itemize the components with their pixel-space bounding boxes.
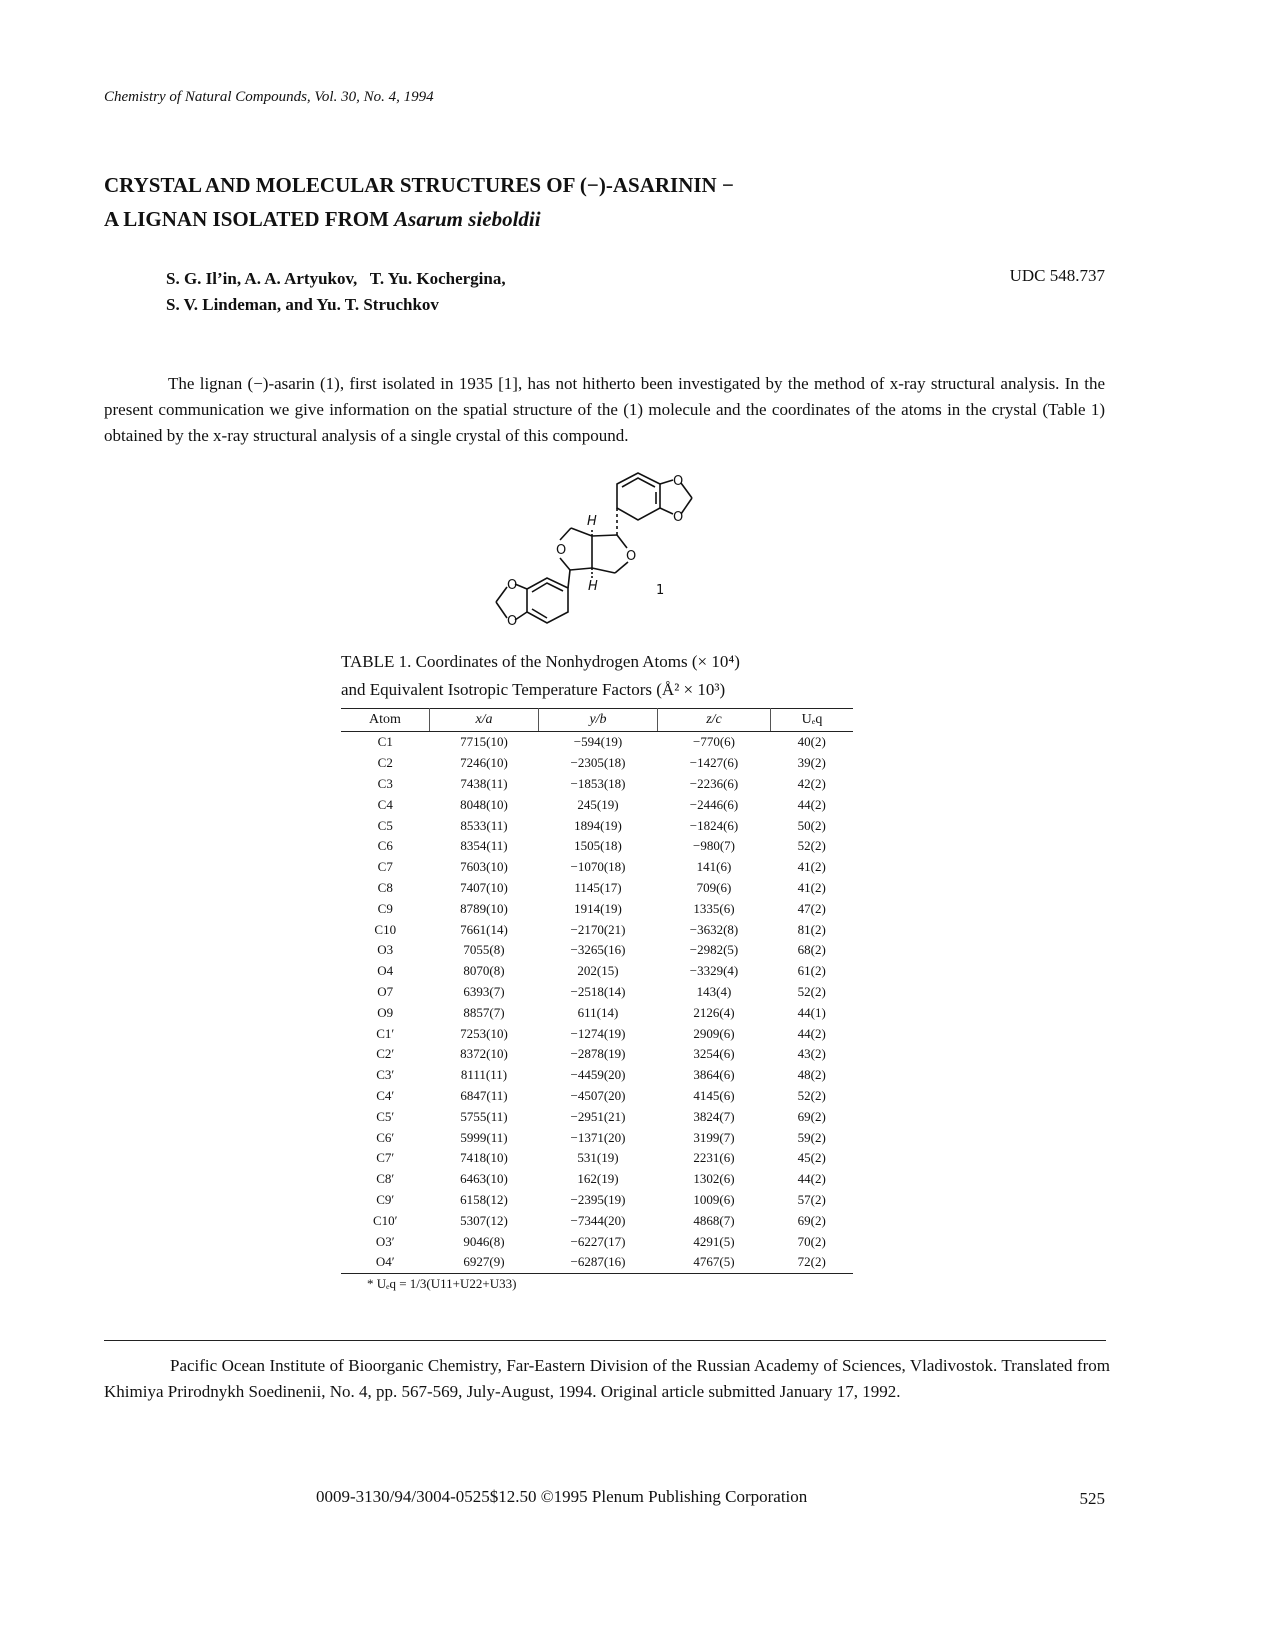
cell-ueq: 57(2) — [797, 1191, 826, 1207]
table-row — [341, 794, 853, 815]
atom-coordinates-table — [341, 708, 853, 1274]
table-row — [341, 1148, 853, 1169]
table-row — [341, 1044, 853, 1065]
cell-x: 8789(10) — [460, 900, 508, 916]
cell-x: 7715(10) — [460, 734, 508, 750]
cell-x: 7603(10) — [460, 859, 508, 875]
cell-y: 611(14) — [577, 1004, 619, 1020]
table-row — [341, 982, 853, 1003]
table-row — [341, 919, 853, 940]
cell-y: −1371(20) — [570, 1129, 626, 1145]
header-y: y/b — [539, 709, 658, 732]
cell-ueq: 59(2) — [797, 1129, 826, 1145]
cell-y: 1145(17) — [574, 879, 622, 895]
journal-citation: Chemistry of Natural Compounds, Vol. 30, No. 4, 1994 — [104, 89, 434, 105]
cell-atom: C2′ — [376, 1046, 395, 1062]
table-row — [341, 1252, 853, 1273]
header-ueq: Uₑq — [771, 709, 854, 732]
upper-benzene-ring — [617, 473, 660, 520]
table-caption — [341, 648, 740, 704]
cell-y: −6287(16) — [539, 1252, 658, 1273]
cell-z: 3199(7) — [693, 1129, 735, 1145]
cell-y: 1505(18) — [574, 838, 622, 854]
cell-z: 4145(6) — [693, 1087, 735, 1103]
cell-z: −2982(5) — [689, 942, 739, 958]
copyright-line: 0009-3130/94/3004-0525$12.50 ©1995 Plenum Publishing Corporation — [316, 1487, 808, 1506]
cell-y: 202(15) — [577, 963, 619, 979]
cell-atom: O3′ — [375, 1233, 395, 1249]
cell-x: 6158(12) — [460, 1191, 508, 1207]
cell-atom: O3 — [377, 942, 394, 958]
cell-x: 7418(10) — [460, 1150, 508, 1166]
cell-y: 245(19) — [577, 796, 619, 812]
article-title — [104, 168, 734, 236]
cell-atom: C5 — [377, 817, 393, 833]
table-row — [341, 1086, 853, 1107]
table-row — [341, 836, 853, 857]
cell-y: −6227(17) — [570, 1233, 626, 1249]
table-row — [341, 753, 853, 774]
atom-label-o: O — [673, 474, 684, 489]
cell-atom: C9 — [377, 900, 393, 916]
cell-atom: C8′ — [376, 1171, 395, 1187]
cell-atom: C9′ — [376, 1191, 395, 1207]
cell-x: 8048(10) — [460, 796, 508, 812]
cell-y: 1914(19) — [574, 900, 622, 916]
table-row — [341, 878, 853, 899]
cell-ueq: 52(2) — [797, 983, 826, 999]
cell-x: 7438(11) — [460, 775, 508, 791]
cell-x: 8070(8) — [463, 963, 505, 979]
cell-z: −3632(8) — [689, 921, 739, 937]
cell-ueq: 44(2) — [797, 1171, 826, 1187]
cell-y: 1894(19) — [574, 817, 622, 833]
page-number: 525 — [1079, 1489, 1105, 1508]
cell-x: 8354(11) — [460, 838, 508, 854]
cell-x: 8111(11) — [460, 1067, 508, 1083]
cell-z: −2236(6) — [689, 775, 739, 791]
cell-atom: C4 — [377, 796, 393, 812]
cell-ueq: 43(2) — [797, 1046, 826, 1062]
table-header-row — [341, 709, 853, 732]
cell-x: 7407(10) — [460, 879, 508, 895]
atom-label-h: H — [587, 514, 597, 529]
footnote-rule — [104, 1340, 1106, 1341]
table-row — [341, 1023, 853, 1044]
table-row — [341, 1065, 853, 1086]
table-row — [341, 815, 853, 836]
cell-atom: C10′ — [372, 1212, 398, 1228]
cell-ueq: 52(2) — [797, 838, 826, 854]
header-x: x/a — [430, 709, 539, 732]
table-footnote: * Uₑq = 1/3(U11+U22+U33) — [367, 1276, 517, 1291]
cell-atom: C7′ — [376, 1150, 395, 1166]
table-row — [341, 857, 853, 878]
table-row — [341, 1210, 853, 1231]
cell-atom: C4′ — [376, 1087, 395, 1103]
udc-code: UDC 548.737 — [1009, 266, 1105, 285]
cell-ueq: 70(2) — [797, 1233, 826, 1249]
affiliation-text: Pacific Ocean Institute of Bioorganic Chemistry, Far-Eastern Division of the Russian Academy of Sciences, Vladivostok. Translated from Khimiya Prirodnykh Soedinenii, No. 4, pp. 567-569, July-August, 1994. Original article submitted January 17, 1992. — [104, 1356, 1110, 1401]
cell-x: 8857(7) — [463, 1004, 505, 1020]
cell-x: 9046(8) — [463, 1233, 505, 1249]
atom-label-o: O — [556, 543, 567, 558]
cell-ueq: 61(2) — [797, 963, 826, 979]
cell-x: 8533(11) — [460, 817, 508, 833]
authors-line-2: S. V. Lindeman, and Yu. T. Struchkov — [166, 295, 439, 314]
cell-z: −770(6) — [693, 734, 735, 750]
authors-line-1: S. G. Il’in, A. A. Artyukov, T. Yu. Kochergina, — [166, 269, 506, 288]
cell-z: −980(7) — [693, 838, 735, 854]
cell-y: −1274(19) — [570, 1025, 626, 1041]
table-row — [341, 1002, 853, 1023]
cell-x: 5307(12) — [460, 1212, 508, 1228]
title-species: Asarum sieboldii — [394, 207, 541, 231]
cell-y: −2951(21) — [570, 1108, 626, 1124]
cell-y: 162(19) — [577, 1171, 619, 1187]
cell-z: 2231(6) — [693, 1150, 735, 1166]
cell-atom: C3′ — [376, 1067, 395, 1083]
table-row — [341, 1127, 853, 1148]
cell-x: 7253(10) — [460, 1025, 508, 1041]
header-z: z/c — [658, 709, 771, 732]
cell-y: −1070(18) — [570, 859, 626, 875]
cell-atom: C10 — [374, 921, 397, 937]
cell-y: −2395(19) — [570, 1191, 626, 1207]
table-row — [341, 898, 853, 919]
cell-y: −2518(14) — [570, 983, 626, 999]
cell-x: 7055(8) — [463, 942, 505, 958]
compound-number: 1 — [656, 583, 665, 598]
table-row — [341, 1169, 853, 1190]
cell-atom: C1 — [377, 734, 393, 750]
cell-ueq: 47(2) — [797, 900, 826, 916]
cell-z: 709(6) — [696, 879, 732, 895]
cell-z: 2126(4) — [693, 1004, 735, 1020]
table-row — [341, 732, 853, 753]
cell-y: −4459(20) — [570, 1067, 626, 1083]
table-caption-line-1: TABLE 1. Coordinates of the Nonhydrogen Atoms (× 10⁴) — [341, 652, 740, 671]
cell-z: 143(4) — [696, 983, 732, 999]
cell-y: −2305(18) — [570, 755, 626, 771]
cell-x: 7661(14) — [460, 921, 508, 937]
cell-z: 141(6) — [696, 859, 732, 875]
cell-ueq: 39(2) — [797, 755, 826, 771]
title-line-1: CRYSTAL AND MOLECULAR STRUCTURES OF (−)-ASARININ − — [104, 173, 734, 197]
cell-z: 4291(5) — [693, 1233, 735, 1249]
cell-atom: O9 — [377, 1004, 394, 1020]
cell-y: −3265(16) — [570, 942, 626, 958]
atom-label-h: H — [588, 579, 598, 594]
table-row — [341, 1106, 853, 1127]
cell-ueq: 41(2) — [797, 879, 826, 895]
cell-x: 6463(10) — [460, 1171, 508, 1187]
cell-ueq: 40(2) — [797, 734, 826, 750]
cell-x: 8372(10) — [460, 1046, 508, 1062]
cell-z: 1335(6) — [693, 900, 735, 916]
cell-x: 7246(10) — [460, 755, 508, 771]
cell-ueq: 48(2) — [797, 1067, 826, 1083]
cell-z: −3329(4) — [689, 963, 739, 979]
table-row — [341, 1190, 853, 1211]
cell-z: −1427(6) — [689, 755, 739, 771]
header-atom: Atom — [341, 709, 430, 732]
cell-ueq: 42(2) — [797, 775, 826, 791]
cell-x: 5999(11) — [460, 1129, 508, 1145]
cell-y: −4507(20) — [570, 1087, 626, 1103]
lower-benzene-ring — [527, 578, 568, 623]
author-list — [166, 266, 506, 318]
cell-ueq: 45(2) — [797, 1150, 826, 1166]
cell-ueq: 44(2) — [797, 796, 826, 812]
atom-label-o: O — [507, 578, 518, 593]
cell-atom: C8 — [377, 879, 393, 895]
cell-atom: C1′ — [376, 1025, 395, 1041]
atom-label-o: O — [673, 510, 684, 525]
cell-z: 1302(6) — [693, 1171, 735, 1187]
cell-z: 3864(6) — [693, 1067, 735, 1083]
cell-atom: C3 — [377, 775, 393, 791]
cell-z: 1009(6) — [693, 1191, 735, 1207]
cell-atom: C2 — [377, 755, 393, 771]
cell-z: −2446(6) — [689, 796, 739, 812]
table-row — [341, 774, 853, 795]
table-row — [341, 940, 853, 961]
cell-ueq: 81(2) — [797, 921, 826, 937]
cell-x: 5755(11) — [460, 1108, 508, 1124]
cell-ueq: 69(2) — [797, 1212, 826, 1228]
cell-x: 6393(7) — [463, 983, 505, 999]
atom-label-o: O — [626, 549, 637, 564]
cell-y: −2878(19) — [570, 1046, 626, 1062]
table-row — [341, 961, 853, 982]
cell-ueq: 68(2) — [797, 942, 826, 958]
cell-ueq: 52(2) — [797, 1087, 826, 1103]
cell-z: −1824(6) — [689, 817, 739, 833]
abstract — [104, 371, 1105, 449]
cell-x: 6847(11) — [460, 1087, 508, 1103]
cell-z: 4767(5) — [658, 1252, 771, 1273]
cell-ueq: 50(2) — [797, 817, 826, 833]
cell-atom: C7 — [377, 859, 393, 875]
cell-z: 4868(7) — [693, 1212, 735, 1228]
atom-label-o: O — [507, 614, 518, 629]
asarinin-structure-diagram — [480, 470, 740, 650]
cell-atom: C5′ — [376, 1108, 395, 1124]
cell-ueq: 41(2) — [797, 859, 826, 875]
affiliation-note — [104, 1353, 1110, 1405]
table-row — [341, 1231, 853, 1252]
cell-x: 6927(9) — [430, 1252, 539, 1273]
title-line-2-prefix: A LIGNAN ISOLATED FROM — [104, 207, 395, 231]
cell-atom: C6′ — [376, 1129, 395, 1145]
cell-z: 3254(6) — [693, 1046, 735, 1062]
cell-z: 2909(6) — [693, 1025, 735, 1041]
cell-y: 531(19) — [577, 1150, 619, 1166]
abstract-text: The lignan (−)-asarin (1), first isolated in 1935 [1], has not hitherto been investigated by the method of x-ray structural analysis. In the present communication we give information on the spatial structure of the (1) molecule and the coordinates of the atoms in the crystal (Table 1) obtained by the x-ray structural analysis of a single crystal of this compound. — [104, 374, 1105, 445]
cell-atom: O4 — [377, 963, 394, 979]
title-line-2 — [104, 202, 734, 236]
cell-ueq: 44(1) — [797, 1004, 826, 1020]
cell-y: −1853(18) — [570, 775, 626, 791]
cell-atom: O7 — [377, 983, 394, 999]
cell-ueq: 44(2) — [797, 1025, 826, 1041]
cell-y: −2170(21) — [570, 921, 626, 937]
cell-ueq: 69(2) — [797, 1108, 826, 1124]
cell-z: 3824(7) — [693, 1108, 735, 1124]
cell-y: −7344(20) — [570, 1212, 626, 1228]
cell-atom: C6 — [377, 838, 393, 854]
cell-y: −594(19) — [573, 734, 623, 750]
table-caption-line-2: and Equivalent Isotropic Temperature Factors (Å² × 10³) — [341, 680, 726, 699]
cell-ueq: 72(2) — [771, 1252, 854, 1273]
cell-atom: O4′ — [341, 1252, 430, 1273]
